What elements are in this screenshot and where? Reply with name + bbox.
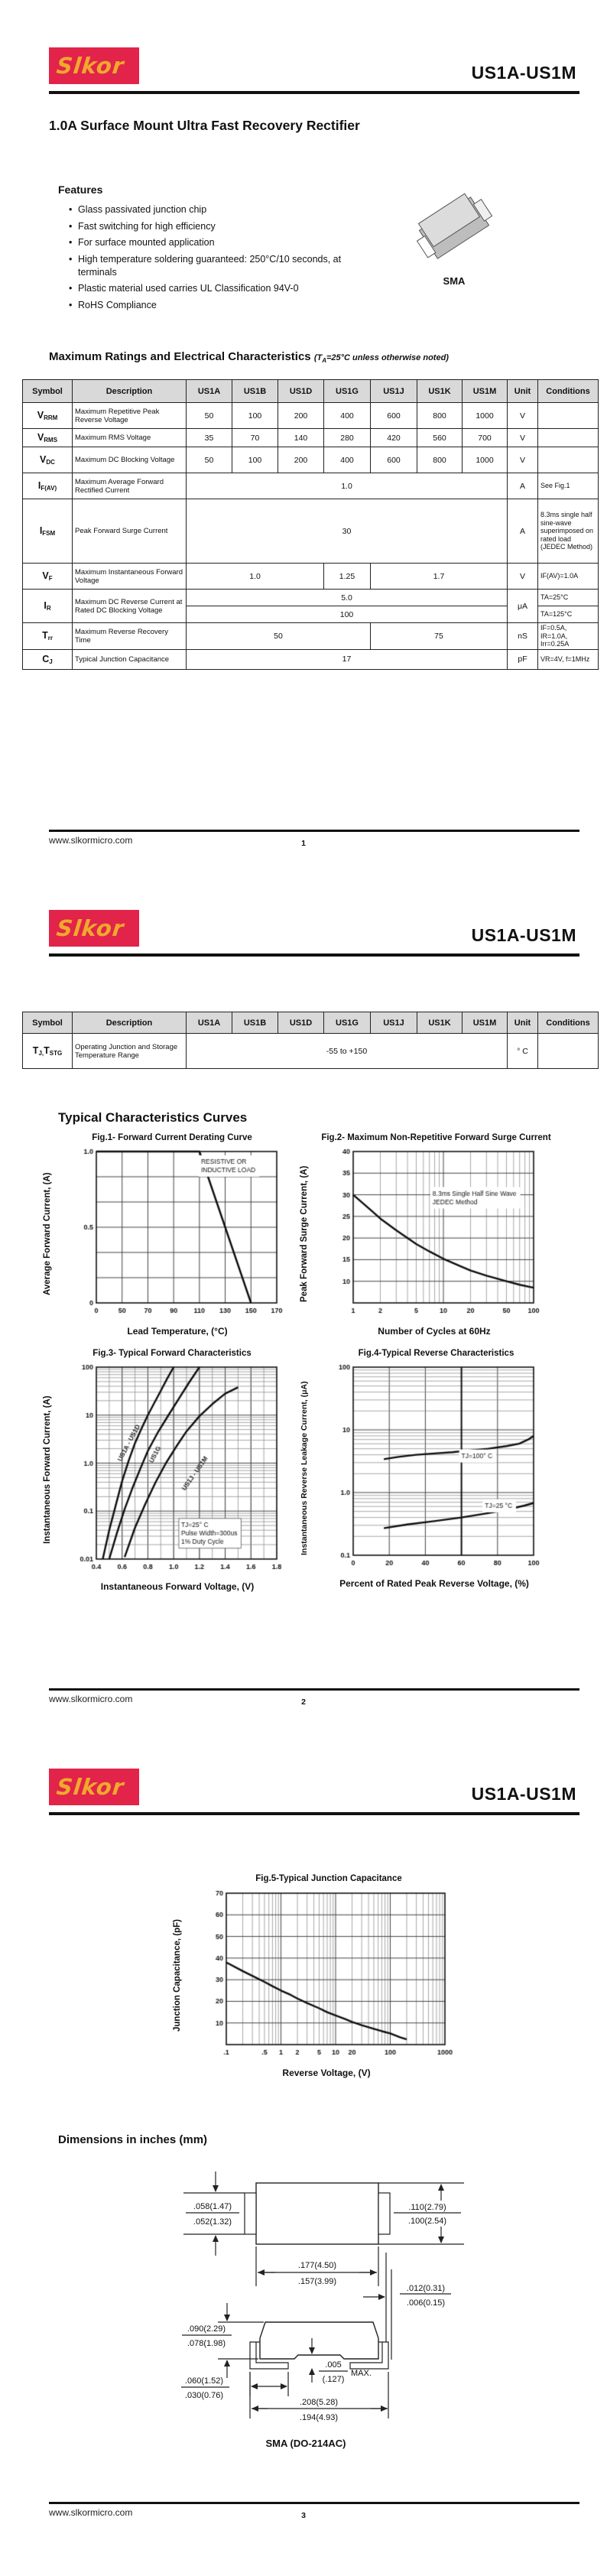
description-cell: Maximum Average Forward Rectified Current bbox=[73, 473, 187, 499]
column-header: US1A bbox=[187, 1012, 232, 1034]
features-heading: Features bbox=[58, 184, 103, 196]
table-row bbox=[23, 403, 599, 429]
column-header: US1J bbox=[371, 1012, 417, 1034]
conditions-cell bbox=[538, 403, 599, 429]
description-cell: Maximum DC Reverse Current at Rated DC Blocking Voltage bbox=[73, 590, 187, 623]
symbol-sub: J, bbox=[38, 1050, 44, 1057]
column-header: Conditions bbox=[538, 380, 599, 403]
unit-cell: V bbox=[508, 429, 538, 447]
dim-label: .100(2.54) bbox=[407, 2217, 447, 2226]
value-cell: 280 bbox=[324, 429, 371, 447]
value-cell: 1.0 bbox=[187, 564, 324, 590]
description-cell: Peak Forward Surge Current bbox=[73, 499, 187, 564]
symbol-cell bbox=[23, 564, 73, 590]
conditions-cell: 8.3ms single half sine-wave superimposed on rated load (JEDEC Method) bbox=[538, 499, 599, 564]
description-cell: Maximum Instantaneous Forward Voltage bbox=[73, 564, 187, 590]
fig4-ylabel: Instantaneous Reverse Leakage Current, (μA) bbox=[300, 1381, 309, 1555]
page-3 bbox=[0, 1723, 607, 2576]
feature-text: For surface mounted application bbox=[78, 237, 215, 248]
column-header: Symbol bbox=[23, 380, 73, 403]
value-cell: 100 bbox=[187, 606, 508, 623]
brand-logo bbox=[49, 1769, 139, 1805]
table-row bbox=[23, 429, 599, 447]
description-cell: Typical Junction Capacitance bbox=[73, 649, 187, 669]
unit-cell: A bbox=[508, 473, 538, 499]
value-cell: 35 bbox=[187, 429, 232, 447]
fig2-ylabel: Peak Forward Surge Current, (A) bbox=[300, 1165, 309, 1303]
unit-cell: nS bbox=[508, 623, 538, 650]
list-item bbox=[69, 236, 363, 249]
symbol-cell bbox=[23, 403, 73, 429]
symbol-sub: J bbox=[49, 658, 53, 665]
fig2-title: Fig.2- Maximum Non-Repetitive Forward Surge Current bbox=[321, 1133, 551, 1142]
dim-label: .052(1.32) bbox=[193, 2217, 232, 2227]
unit-cell: V bbox=[508, 564, 538, 590]
symbol-main: V bbox=[37, 410, 44, 421]
value-cell: 1.7 bbox=[371, 564, 508, 590]
column-header: Conditions bbox=[538, 1012, 599, 1034]
dim-label: .194(4.93) bbox=[299, 2413, 339, 2422]
column-header: Description bbox=[73, 380, 187, 403]
table-row bbox=[23, 649, 599, 669]
symbol-sub: RRM bbox=[44, 414, 58, 421]
unit-cell: μA bbox=[508, 590, 538, 623]
ratings-heading bbox=[49, 350, 449, 364]
symbol-sub: R bbox=[46, 605, 51, 612]
value-cell: 100 bbox=[232, 403, 278, 429]
value-cell: 1.0 bbox=[187, 473, 508, 499]
value-cell: 17 bbox=[187, 649, 508, 669]
list-item bbox=[69, 253, 363, 279]
footer-rule bbox=[49, 2502, 579, 2504]
value-cell: 50 bbox=[187, 623, 371, 650]
fig4-xlabel: Percent of Rated Peak Reverse Voltage, (%) bbox=[339, 1578, 529, 1589]
symbol-main: V bbox=[37, 432, 44, 443]
description-cell: Maximum RMS Voltage bbox=[73, 429, 187, 447]
symbol-main: V bbox=[40, 454, 47, 465]
fig3-title: Fig.3- Typical Forward Characteristics bbox=[93, 1349, 252, 1358]
conditions-cell bbox=[538, 447, 599, 473]
symbol-cell bbox=[23, 649, 73, 669]
temperature-table bbox=[22, 1012, 599, 1069]
value-cell: 100 bbox=[232, 447, 278, 473]
value-cell: -55 to +150 bbox=[187, 1034, 508, 1069]
table-row bbox=[23, 623, 599, 650]
bullet-icon: • bbox=[69, 299, 73, 310]
dim-label: (.127) bbox=[322, 2375, 345, 2384]
part-number: US1A-US1M bbox=[471, 1784, 576, 1804]
ratings-heading-text: Maximum Ratings and Electrical Characteristics bbox=[49, 350, 311, 363]
fig4-chart bbox=[327, 1361, 541, 1575]
column-header: US1B bbox=[232, 1012, 278, 1034]
symbol-main: T bbox=[32, 1045, 39, 1056]
table-row bbox=[23, 564, 599, 590]
table-header-row bbox=[23, 380, 599, 403]
value-cell: 50 bbox=[187, 403, 232, 429]
curves-heading: Typical Characteristics Curves bbox=[58, 1110, 248, 1125]
fig5-title: Fig.5-Typical Junction Capacitance bbox=[255, 1874, 402, 1883]
dimensions-drawing bbox=[34, 2155, 570, 2430]
column-header: US1B bbox=[232, 380, 278, 403]
value-cell: 200 bbox=[278, 447, 324, 473]
symbol-sub: FSM bbox=[42, 530, 56, 537]
symbol-main: I bbox=[37, 480, 41, 491]
conditions-cell bbox=[538, 1034, 599, 1069]
value-cell: 1.25 bbox=[324, 564, 371, 590]
value-cell: 1000 bbox=[463, 447, 508, 473]
page-2 bbox=[0, 864, 607, 1723]
column-header: US1G bbox=[324, 380, 371, 403]
symbol-sub: RMS bbox=[44, 437, 58, 443]
column-header: US1K bbox=[417, 380, 463, 403]
value-cell: 30 bbox=[187, 499, 508, 564]
note-pre: (T bbox=[313, 353, 323, 362]
column-header: US1G bbox=[324, 1012, 371, 1034]
list-item bbox=[69, 203, 363, 216]
symbol-cell bbox=[23, 473, 73, 499]
ratings-note bbox=[313, 353, 449, 365]
value-cell: 50 bbox=[187, 447, 232, 473]
column-header: US1M bbox=[463, 1012, 508, 1034]
sma-package-image bbox=[411, 188, 497, 269]
fig2-chart bbox=[327, 1145, 541, 1323]
footer-url: www.slkormicro.com bbox=[49, 2507, 133, 2518]
unit-cell: V bbox=[508, 447, 538, 473]
brand-logo-text: Slkor bbox=[55, 1774, 126, 1800]
dim-label: .012(0.31) bbox=[406, 2284, 446, 2293]
page-number: 2 bbox=[301, 1697, 306, 1707]
table-row bbox=[23, 473, 599, 499]
bullet-icon: • bbox=[69, 253, 73, 265]
symbol-cell bbox=[23, 623, 73, 650]
page-1 bbox=[0, 0, 607, 864]
unit-cell: ° C bbox=[508, 1034, 538, 1069]
ratings-table bbox=[22, 379, 599, 670]
part-number: US1A-US1M bbox=[471, 63, 576, 83]
conditions-cell: See Fig.1 bbox=[538, 473, 599, 499]
brand-logo-text: Slkor bbox=[55, 915, 126, 941]
column-header: US1J bbox=[371, 380, 417, 403]
dim-label: .005 bbox=[325, 2360, 342, 2370]
bullet-icon: • bbox=[69, 237, 73, 248]
list-item bbox=[69, 299, 363, 312]
symbol-sub: F bbox=[48, 575, 53, 582]
conditions-cell bbox=[538, 429, 599, 447]
symbol-main: I bbox=[44, 600, 47, 611]
table-row bbox=[23, 447, 599, 473]
dim-label: .078(1.98) bbox=[187, 2339, 226, 2348]
bullet-icon: • bbox=[69, 220, 73, 232]
bullet-icon: • bbox=[69, 283, 73, 294]
fig5-ylabel: Junction Capacitance, (pF) bbox=[173, 1919, 182, 2032]
value-cell: 700 bbox=[463, 429, 508, 447]
dimensions-heading: Dimensions in inches (mm) bbox=[58, 2133, 208, 2146]
bullet-icon: • bbox=[69, 204, 73, 215]
note-sub: A bbox=[322, 357, 326, 365]
conditions-cell: TA=25°C bbox=[538, 590, 599, 606]
header-rule bbox=[49, 1812, 579, 1815]
symbol-cell bbox=[23, 499, 73, 564]
value-cell: 400 bbox=[324, 447, 371, 473]
page-number: 3 bbox=[301, 2511, 306, 2520]
value-cell: 400 bbox=[324, 403, 371, 429]
value-cell: 70 bbox=[232, 429, 278, 447]
symbol-main: I bbox=[39, 525, 43, 536]
feature-text: Fast switching for high efficiency bbox=[78, 220, 216, 232]
value-cell: 560 bbox=[417, 429, 463, 447]
description-cell: Maximum DC Blocking Voltage bbox=[73, 447, 187, 473]
value-cell: 1000 bbox=[463, 403, 508, 429]
column-header: US1D bbox=[278, 380, 324, 403]
symbol-sub: DC bbox=[46, 459, 55, 466]
value-cell: 140 bbox=[278, 429, 324, 447]
symbol-sub: F(AV) bbox=[41, 485, 57, 492]
table-row bbox=[23, 590, 599, 606]
conditions-cell: VR=4V, f=1MHz bbox=[538, 649, 599, 669]
description-cell: Maximum Repetitive Peak Reverse Voltage bbox=[73, 403, 187, 429]
footer-url: www.slkormicro.com bbox=[49, 1694, 133, 1704]
package-label: SMA bbox=[443, 275, 466, 287]
value-cell: 200 bbox=[278, 403, 324, 429]
description-cell: Maximum Reverse Recovery Time bbox=[73, 623, 187, 650]
dim-label: .177(4.50) bbox=[297, 2261, 337, 2270]
footer-url: www.slkormicro.com bbox=[49, 835, 133, 846]
column-header: US1A bbox=[187, 380, 232, 403]
symbol-main: V bbox=[42, 570, 49, 581]
column-header: US1M bbox=[463, 380, 508, 403]
header-rule bbox=[49, 91, 579, 94]
page-number: 1 bbox=[301, 839, 306, 848]
symbol-cell bbox=[23, 447, 73, 473]
symbol-sub: rr bbox=[47, 635, 53, 642]
feature-text: RoHS Compliance bbox=[78, 299, 157, 310]
symbol-cell bbox=[23, 1034, 73, 1069]
fig1-title: Fig.1- Forward Current Derating Curve bbox=[92, 1133, 252, 1142]
unit-cell: A bbox=[508, 499, 538, 564]
column-header: US1K bbox=[417, 1012, 463, 1034]
dim-label: MAX. bbox=[351, 2369, 372, 2378]
fig4-title: Fig.4-Typical Reverse Characteristics bbox=[358, 1349, 514, 1358]
conditions-cell: IF=0.5A, IR=1.0A, Irr=0.25A bbox=[538, 623, 599, 650]
value-cell: 800 bbox=[417, 447, 463, 473]
column-header: Unit bbox=[508, 1012, 538, 1034]
list-item bbox=[69, 282, 363, 295]
features-list bbox=[69, 203, 363, 315]
dim-label: .006(0.15) bbox=[406, 2298, 446, 2308]
table-header-row bbox=[23, 1012, 599, 1034]
fig1-chart bbox=[70, 1145, 284, 1323]
feature-text: High temperature soldering guaranteed: 250°C/10 seconds, at terminals bbox=[78, 253, 342, 278]
header-rule bbox=[49, 953, 579, 957]
column-header: Symbol bbox=[23, 1012, 73, 1034]
dim-label: .090(2.29) bbox=[187, 2324, 226, 2334]
feature-text: Plastic material used carries UL Classification 94V-0 bbox=[78, 283, 299, 294]
dim-label: .030(0.76) bbox=[184, 2391, 224, 2400]
dim-label: .110(2.79) bbox=[408, 2203, 446, 2212]
dim-label: .060(1.52) bbox=[184, 2376, 224, 2386]
description-cell: Operating Junction and Storage Temperature Range bbox=[73, 1034, 187, 1069]
fig2-xlabel: Number of Cycles at 60Hz bbox=[378, 1326, 491, 1337]
part-number: US1A-US1M bbox=[471, 925, 576, 945]
dim-label: .208(5.28) bbox=[299, 2398, 339, 2407]
brand-logo bbox=[49, 910, 139, 947]
unit-cell: pF bbox=[508, 649, 538, 669]
column-header: Unit bbox=[508, 380, 538, 403]
fig3-xlabel: Instantaneous Forward Voltage, (V) bbox=[100, 1581, 255, 1592]
symbol-cell bbox=[23, 429, 73, 447]
symbol-main: T bbox=[42, 630, 48, 642]
column-header: US1D bbox=[278, 1012, 324, 1034]
value-cell: 800 bbox=[417, 403, 463, 429]
value-cell: 600 bbox=[371, 447, 417, 473]
fig1-ylabel: Average Forward Current, (A) bbox=[43, 1172, 52, 1296]
fig5-chart bbox=[200, 1887, 453, 2064]
symbol-main: T bbox=[44, 1045, 50, 1056]
brand-logo bbox=[49, 47, 139, 84]
feature-text: Glass passivated junction chip bbox=[78, 204, 207, 215]
dim-label: .058(1.47) bbox=[193, 2202, 232, 2211]
conditions-cell: IF(AV)=1.0A bbox=[538, 564, 599, 590]
fig5-xlabel: Reverse Voltage, (V) bbox=[282, 2068, 371, 2078]
symbol-main: C bbox=[42, 653, 50, 664]
value-cell: 75 bbox=[371, 623, 508, 650]
dim-label: .157(3.99) bbox=[297, 2277, 337, 2286]
brand-logo-text: Slkor bbox=[55, 53, 126, 79]
column-header: Description bbox=[73, 1012, 187, 1034]
list-item bbox=[69, 220, 363, 233]
footer-rule bbox=[49, 830, 579, 832]
value-cell: 5.0 bbox=[187, 590, 508, 606]
fig3-ylabel: Instantaneous Forward Current, (A) bbox=[43, 1395, 52, 1545]
note-post: =25°C unless otherwise noted) bbox=[326, 353, 449, 362]
footer-rule bbox=[49, 1688, 579, 1691]
package-caption: SMA (DO-214AC) bbox=[265, 2438, 346, 2449]
unit-cell: V bbox=[508, 403, 538, 429]
fig3-chart bbox=[70, 1361, 284, 1579]
value-cell: 420 bbox=[371, 429, 417, 447]
value-cell: 600 bbox=[371, 403, 417, 429]
table-row bbox=[23, 499, 599, 564]
fig1-xlabel: Lead Temperature, (°C) bbox=[127, 1326, 228, 1337]
table-row bbox=[23, 1034, 599, 1069]
symbol-sub: STG bbox=[49, 1050, 63, 1057]
conditions-cell: TA=125°C bbox=[538, 606, 599, 623]
page-title: 1.0A Surface Mount Ultra Fast Recovery Rectifier bbox=[49, 118, 360, 133]
symbol-cell bbox=[23, 590, 73, 623]
